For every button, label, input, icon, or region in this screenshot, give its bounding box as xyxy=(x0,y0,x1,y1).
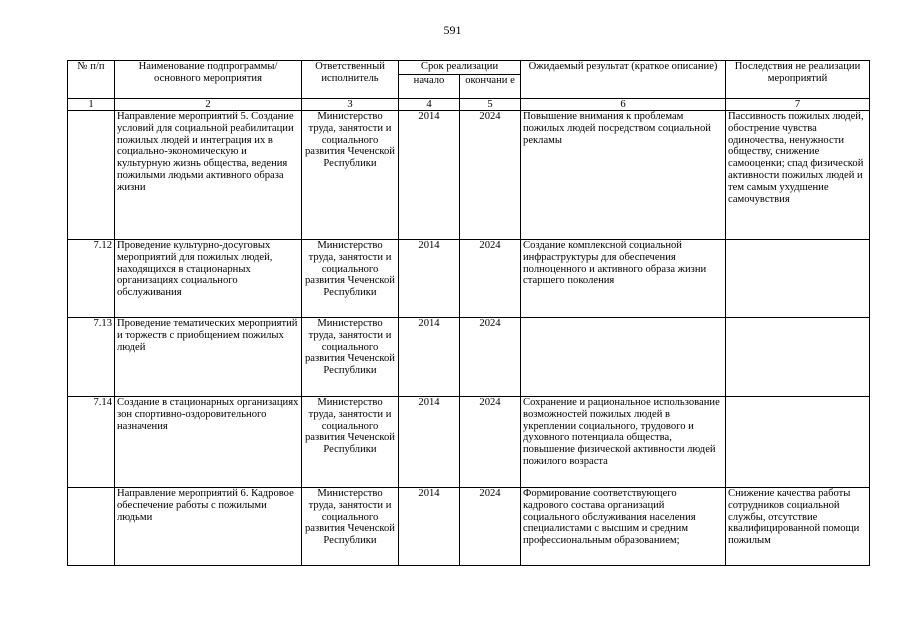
column-number: 6 xyxy=(521,99,726,111)
header-consequences: Последствия не реализации мероприятий xyxy=(726,61,870,99)
row-result: Создание комплексной социальной инфраструктуры для обеспечения полноценного и активного образа жизни старшего поколения xyxy=(521,240,726,318)
row-number xyxy=(68,488,115,566)
table-row xyxy=(68,240,870,318)
column-number: 7 xyxy=(726,99,870,111)
row-responsible: Министерство труда, занятости и социального развития Чеченской Республики xyxy=(302,488,399,566)
row-end: 2024 xyxy=(460,488,521,566)
header-name: Наименование подпрограммы/ основного мероприятия xyxy=(115,61,302,99)
row-name: Направление мероприятий 5. Создание условий для социальной реабилитации пожилых людей и интеграция их в социально-экономическую и культурную жизнь общества, ведения пожилыми людьми активного образа жизни xyxy=(115,111,302,240)
row-name: Направление мероприятий 6. Кадровое обеспечение работы с пожилыми людьми xyxy=(115,488,302,566)
row-result: Повышение внимания к проблемам пожилых людей посредством социальной рекламы xyxy=(521,111,726,240)
row-result: Формирование соответствующего кадрового состава организаций социального обслуживания населения специалистами с высшим и средним профессиональным образованием; xyxy=(521,488,726,566)
row-start: 2014 xyxy=(399,318,460,397)
row-consequences: Пассивность пожилых людей, обострение чувства одиночества, ненужности обществу, снижение самооценки; спад физической активности пожилых людей и тем самым ухудшение самочувствия xyxy=(726,111,870,240)
row-responsible: Министерство труда, занятости и социального развития Чеченской Республики xyxy=(302,111,399,240)
column-number-row xyxy=(68,99,870,111)
row-result: Сохранение и рациональное использование возможностей пожилых людей в укреплении социального, трудового и духовного потенциала общества, повышение физической активности людей пожилого возраста xyxy=(521,397,726,488)
column-number: 1 xyxy=(68,99,115,111)
row-consequences xyxy=(726,397,870,488)
row-consequences xyxy=(726,240,870,318)
row-end: 2024 xyxy=(460,397,521,488)
row-name: Проведение тематических мероприятий и торжеств с приобщением пожилых людей xyxy=(115,318,302,397)
row-number: 7.13 xyxy=(68,318,115,397)
table-row xyxy=(68,318,870,397)
table-row xyxy=(68,488,870,566)
row-result xyxy=(521,318,726,397)
row-end: 2024 xyxy=(460,111,521,240)
header-period: Срок реализации xyxy=(399,61,521,75)
header-end: окончани е xyxy=(460,75,521,99)
row-end: 2024 xyxy=(460,240,521,318)
row-start: 2014 xyxy=(399,240,460,318)
table-row xyxy=(68,111,870,240)
program-table xyxy=(67,60,870,566)
header-num: № п/п xyxy=(68,61,115,99)
row-responsible: Министерство труда, занятости и социального развития Чеченской Республики xyxy=(302,240,399,318)
row-responsible: Министерство труда, занятости и социального развития Чеченской Республики xyxy=(302,397,399,488)
header-start: начало xyxy=(399,75,460,99)
page-number: 591 xyxy=(443,23,462,37)
row-name: Проведение культурно-досуговых мероприятий для пожилых людей, находящихся в стационарных организациях социального обслуживания xyxy=(115,240,302,318)
row-end: 2024 xyxy=(460,318,521,397)
column-number: 2 xyxy=(115,99,302,111)
row-responsible: Министерство труда, занятости и социального развития Чеченской Республики xyxy=(302,318,399,397)
row-start: 2014 xyxy=(399,397,460,488)
table-row xyxy=(68,397,870,488)
row-name: Создание в стационарных организациях зон спортивно-оздоровительного назначения xyxy=(115,397,302,488)
row-number xyxy=(68,111,115,240)
row-start: 2014 xyxy=(399,111,460,240)
column-number: 5 xyxy=(460,99,521,111)
row-consequences: Снижение качества работы сотрудников социальной службы, отсутствие квалифицированной помощи пожилым xyxy=(726,488,870,566)
header-row xyxy=(68,61,870,75)
row-start: 2014 xyxy=(399,488,460,566)
header-result: Ожидаемый результат (краткое описание) xyxy=(521,61,726,99)
row-number: 7.14 xyxy=(68,397,115,488)
column-number: 4 xyxy=(399,99,460,111)
header-responsible: Ответственный исполнитель xyxy=(302,61,399,99)
row-number: 7.12 xyxy=(68,240,115,318)
row-consequences xyxy=(726,318,870,397)
column-number: 3 xyxy=(302,99,399,111)
